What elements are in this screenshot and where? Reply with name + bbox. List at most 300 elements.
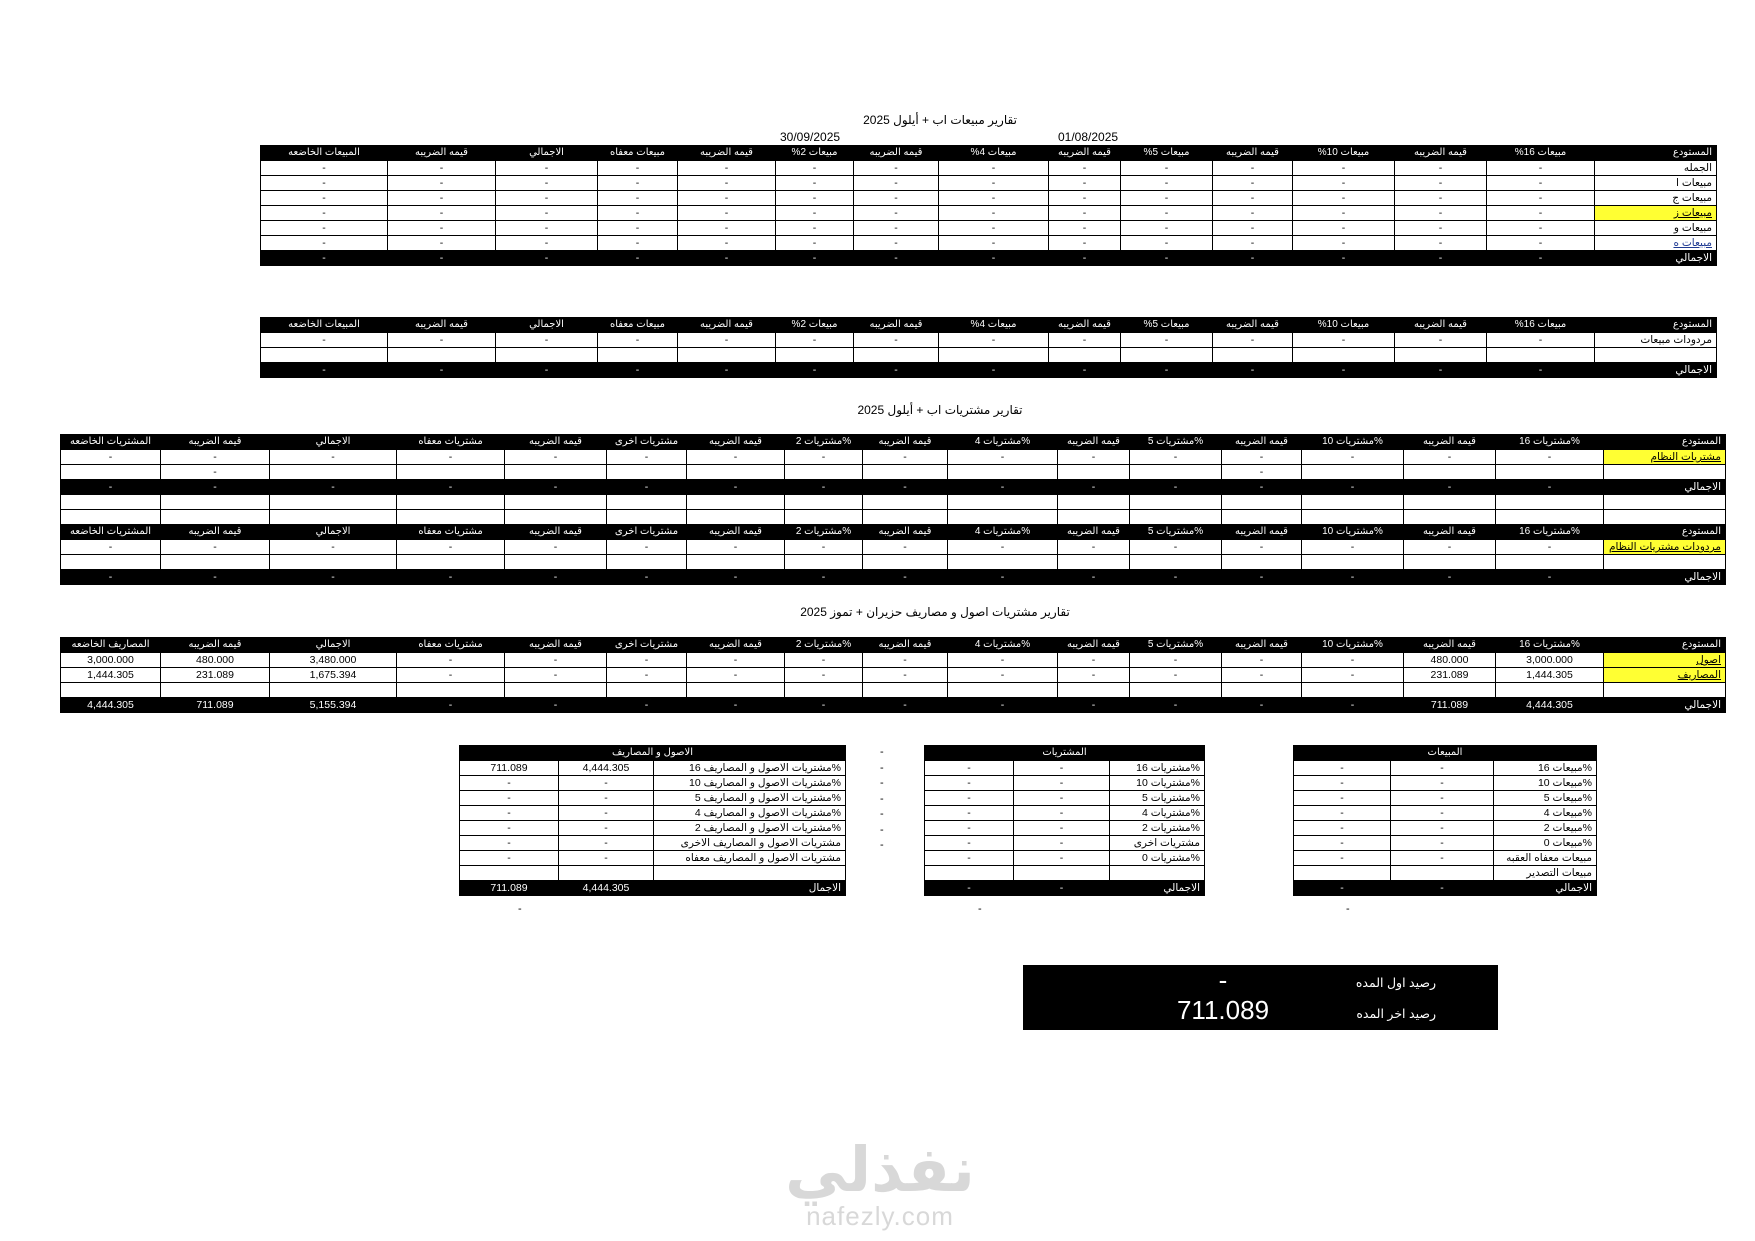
column-header: المستودع bbox=[1595, 318, 1717, 333]
table-cell: - bbox=[1049, 221, 1121, 236]
total-cell: - bbox=[1496, 570, 1604, 585]
column-header: %مشتريات 10 bbox=[1302, 525, 1404, 540]
total-cell: - bbox=[1302, 570, 1404, 585]
table-cell: - bbox=[1121, 333, 1213, 348]
row-label: مبيعات و bbox=[1595, 221, 1717, 236]
date-from: 01/08/2025 bbox=[1058, 130, 1119, 144]
table-row bbox=[61, 683, 1726, 698]
column-header: مبيعات 10% bbox=[1293, 146, 1395, 161]
table-cell: - bbox=[397, 653, 505, 668]
table-cell bbox=[397, 465, 505, 480]
table-cell: - bbox=[678, 333, 776, 348]
table-cell: - bbox=[270, 540, 397, 555]
total-cell: - bbox=[261, 363, 388, 378]
total-cell: - bbox=[397, 698, 505, 713]
blank-cell bbox=[687, 510, 785, 525]
table-cell: - bbox=[1487, 176, 1595, 191]
total-cell: - bbox=[61, 480, 161, 495]
summary-value: - bbox=[460, 806, 559, 821]
table-cell: - bbox=[1487, 191, 1595, 206]
column-header: قيمه الضريبه bbox=[1049, 318, 1121, 333]
table-cell: - bbox=[161, 540, 270, 555]
table-cell: - bbox=[1213, 333, 1293, 348]
column-header: %مشتريات 2 bbox=[785, 525, 863, 540]
column-header: قيمه الضريبه bbox=[1395, 146, 1487, 161]
table-cell: - bbox=[61, 540, 161, 555]
table-cell: - bbox=[1395, 191, 1487, 206]
row-label: %مبيعات 10 bbox=[1494, 776, 1597, 791]
table-cell: - bbox=[505, 540, 607, 555]
blank-cell bbox=[505, 495, 607, 510]
total-cell: 711.089 bbox=[1404, 698, 1496, 713]
total-cell: - bbox=[607, 570, 687, 585]
blank-cell bbox=[1604, 495, 1726, 510]
summary-value: - bbox=[559, 791, 654, 806]
blank-cell bbox=[61, 510, 161, 525]
table-cell bbox=[397, 683, 505, 698]
column-header: قيمه الضريبه bbox=[161, 435, 270, 450]
total-cell: - bbox=[1213, 363, 1293, 378]
table-cell: - bbox=[863, 653, 948, 668]
table-cell: - bbox=[678, 176, 776, 191]
summary-value: - bbox=[925, 806, 1014, 821]
column-header: قيمه الضريبه bbox=[863, 435, 948, 450]
row-label: مشتريات الاصول و المصاريف الاخرى bbox=[654, 836, 846, 851]
table-cell bbox=[687, 555, 785, 570]
summary-value bbox=[925, 866, 1014, 881]
column-header: مشتريات معفاه bbox=[397, 525, 505, 540]
table-cell: - bbox=[1395, 236, 1487, 251]
total-row bbox=[61, 698, 1726, 713]
middle-dash: - bbox=[880, 746, 884, 758]
table-row bbox=[61, 540, 1726, 555]
column-header: المشتريات الخاضعه bbox=[61, 525, 161, 540]
header-row bbox=[61, 638, 1726, 653]
summary-value: - bbox=[1294, 791, 1391, 806]
table-cell: - bbox=[397, 450, 505, 465]
row-label: %مبيعات 4 bbox=[1494, 806, 1597, 821]
summary-value bbox=[1014, 866, 1110, 881]
table-cell bbox=[496, 348, 598, 363]
table-cell: - bbox=[1121, 236, 1213, 251]
table-cell: - bbox=[863, 540, 948, 555]
table-cell: - bbox=[948, 653, 1058, 668]
column-header: الاجمالي bbox=[496, 146, 598, 161]
summary-value: - bbox=[1014, 851, 1110, 866]
table-cell: 3,000.000 bbox=[1496, 653, 1604, 668]
row-label: الجمله bbox=[1595, 161, 1717, 176]
summary-assets-table bbox=[459, 745, 846, 896]
total-cell: - bbox=[1222, 698, 1302, 713]
row-label bbox=[1604, 465, 1726, 480]
row-label: %مبيعات 2 bbox=[1494, 821, 1597, 836]
summary-value: - bbox=[925, 791, 1014, 806]
table-cell bbox=[863, 555, 948, 570]
sales-returns-table bbox=[260, 317, 1717, 378]
total-cell: - bbox=[1130, 698, 1222, 713]
summary-value: - bbox=[559, 806, 654, 821]
blank-cell bbox=[863, 495, 948, 510]
column-header: %مشتريات 2 bbox=[785, 435, 863, 450]
table-cell: 3,000.000 bbox=[61, 653, 161, 668]
total-cell: - bbox=[939, 251, 1049, 266]
column-header: مشتريات اخرى bbox=[607, 638, 687, 653]
table-cell: - bbox=[687, 450, 785, 465]
table-cell: - bbox=[939, 161, 1049, 176]
table-cell: 231.089 bbox=[1404, 668, 1496, 683]
blank-cell bbox=[397, 510, 505, 525]
table-cell: - bbox=[785, 668, 863, 683]
column-header: مبيعات 4% bbox=[939, 318, 1049, 333]
total-cell: - bbox=[388, 363, 496, 378]
table-row bbox=[61, 668, 1726, 683]
summary-assets-below: - bbox=[518, 903, 522, 915]
table-cell: - bbox=[61, 450, 161, 465]
table-cell: - bbox=[261, 206, 388, 221]
table-cell bbox=[948, 555, 1058, 570]
total-cell: - bbox=[1487, 251, 1595, 266]
table-cell: - bbox=[1496, 540, 1604, 555]
table-cell: - bbox=[687, 653, 785, 668]
total-cell: - bbox=[687, 570, 785, 585]
table-cell: - bbox=[854, 176, 939, 191]
column-header: مشتريات معفاه bbox=[397, 435, 505, 450]
table-cell: - bbox=[1213, 206, 1293, 221]
table-cell: - bbox=[598, 206, 678, 221]
summary-value: - bbox=[559, 851, 654, 866]
summary-value: - bbox=[559, 836, 654, 851]
total-cell: - bbox=[1121, 251, 1213, 266]
table-cell bbox=[678, 348, 776, 363]
column-header: المصاريف الخاضعه bbox=[61, 638, 161, 653]
summary-value: - bbox=[1014, 821, 1110, 836]
total-cell: - bbox=[1222, 480, 1302, 495]
summary-value: - bbox=[1014, 776, 1110, 791]
column-header: قيمه الضريبه bbox=[1058, 638, 1130, 653]
total-cell: - bbox=[505, 570, 607, 585]
total-cell: - bbox=[1293, 363, 1395, 378]
blank-cell bbox=[1404, 495, 1496, 510]
total-row bbox=[261, 363, 1717, 378]
blank-cell bbox=[1058, 495, 1130, 510]
row-label bbox=[654, 866, 846, 881]
middle-dash: - bbox=[880, 792, 884, 805]
summary-total bbox=[925, 881, 1205, 896]
table-cell: - bbox=[397, 540, 505, 555]
table-cell: - bbox=[607, 668, 687, 683]
table-cell: - bbox=[598, 333, 678, 348]
table-cell: - bbox=[496, 221, 598, 236]
total-cell: 5,155.394 bbox=[270, 698, 397, 713]
row-label: %مشتريات 0 bbox=[1110, 851, 1205, 866]
table-cell: - bbox=[1121, 161, 1213, 176]
summary-sales-table bbox=[1293, 745, 1597, 896]
column-header: قيمه الضريبه bbox=[863, 638, 948, 653]
column-header: %مشتريات 5 bbox=[1130, 638, 1222, 653]
table-cell: - bbox=[1222, 653, 1302, 668]
table-cell: - bbox=[261, 176, 388, 191]
table-cell: - bbox=[1293, 236, 1395, 251]
column-header: قيمه الضريبه bbox=[1222, 525, 1302, 540]
header-row bbox=[61, 435, 1726, 450]
table-cell: - bbox=[1293, 161, 1395, 176]
row-label: مشتريات اخرى bbox=[1110, 836, 1205, 851]
table-cell: - bbox=[607, 450, 687, 465]
table-cell: - bbox=[496, 236, 598, 251]
sales-table bbox=[260, 145, 1717, 266]
table-cell: - bbox=[678, 191, 776, 206]
table-cell: - bbox=[598, 176, 678, 191]
table-cell bbox=[687, 465, 785, 480]
total-cell: - bbox=[863, 570, 948, 585]
table-cell: - bbox=[496, 333, 598, 348]
row-label: %مبيعات 0 bbox=[1494, 836, 1597, 851]
table-cell: - bbox=[1404, 450, 1496, 465]
table-cell bbox=[1496, 465, 1604, 480]
table-cell: - bbox=[1487, 236, 1595, 251]
table-cell: - bbox=[496, 176, 598, 191]
column-header: قيمه الضريبه bbox=[505, 525, 607, 540]
summary-row bbox=[1294, 821, 1597, 836]
summary-row bbox=[460, 761, 846, 776]
table-cell: - bbox=[1293, 191, 1395, 206]
column-header: مبيعات معفاه bbox=[598, 146, 678, 161]
total-cell: - bbox=[687, 698, 785, 713]
total-cell: - bbox=[776, 363, 854, 378]
table-cell: - bbox=[1302, 450, 1404, 465]
table-row bbox=[261, 191, 1717, 206]
column-header: قيمه الضريبه bbox=[1058, 435, 1130, 450]
table-cell: - bbox=[776, 206, 854, 221]
table-cell: - bbox=[854, 191, 939, 206]
summary-value: - bbox=[925, 776, 1014, 791]
total-cell: - bbox=[607, 698, 687, 713]
total-value: 4,444.305 bbox=[559, 881, 654, 896]
column-header: المبيعات الخاضعه bbox=[261, 146, 388, 161]
total-cell: - bbox=[270, 480, 397, 495]
table-cell bbox=[505, 683, 607, 698]
table-cell: - bbox=[261, 221, 388, 236]
column-header: مبيعات 10% bbox=[1293, 318, 1395, 333]
closing-balance-label: رصيد اخر المده bbox=[1356, 1007, 1436, 1021]
table-cell bbox=[863, 465, 948, 480]
summary-row bbox=[925, 806, 1205, 821]
total-cell: - bbox=[261, 251, 388, 266]
column-header: قيمه الضريبه bbox=[1213, 146, 1293, 161]
summary-value: - bbox=[1391, 761, 1494, 776]
table-cell bbox=[1395, 348, 1487, 363]
row-label: مبيعات معفاه العقبه bbox=[1494, 851, 1597, 866]
total-cell: - bbox=[388, 251, 496, 266]
column-header: مشتريات اخرى bbox=[607, 525, 687, 540]
column-header: %مشتريات 5 bbox=[1130, 525, 1222, 540]
column-header: قيمه الضريبه bbox=[1222, 435, 1302, 450]
table-cell: - bbox=[388, 221, 496, 236]
blank-cell bbox=[1130, 495, 1222, 510]
table-cell bbox=[1302, 555, 1404, 570]
table-cell: - bbox=[1302, 540, 1404, 555]
table-cell bbox=[1302, 465, 1404, 480]
watermark-latin: nafezly.com bbox=[806, 1201, 954, 1231]
column-header: مبيعات 16% bbox=[1487, 318, 1595, 333]
table-cell: 1,675.394 bbox=[270, 668, 397, 683]
total-label: الاجمالي bbox=[1604, 570, 1726, 585]
table-cell bbox=[1496, 683, 1604, 698]
table-cell: - bbox=[1130, 540, 1222, 555]
table-cell: - bbox=[1395, 161, 1487, 176]
total-cell: - bbox=[948, 698, 1058, 713]
table-cell: - bbox=[1395, 176, 1487, 191]
table-cell bbox=[61, 465, 161, 480]
table-cell: - bbox=[607, 653, 687, 668]
total-cell: - bbox=[598, 363, 678, 378]
column-header: مشتريات معفاه bbox=[397, 638, 505, 653]
table-cell: - bbox=[1404, 540, 1496, 555]
blank-cell bbox=[785, 495, 863, 510]
summary-value: - bbox=[460, 776, 559, 791]
column-header: قيمه الضريبه bbox=[388, 146, 496, 161]
blank-cell bbox=[1130, 510, 1222, 525]
blank-cell bbox=[270, 510, 397, 525]
column-header: مبيعات 2% bbox=[776, 146, 854, 161]
table-cell: - bbox=[687, 540, 785, 555]
summary-value: 4,444.305 bbox=[559, 761, 654, 776]
date-to: 30/09/2025 bbox=[780, 130, 841, 144]
header-row bbox=[61, 525, 1726, 540]
blank-row bbox=[61, 495, 1726, 510]
total-cell: - bbox=[1302, 480, 1404, 495]
row-label bbox=[1110, 866, 1205, 881]
blank-cell bbox=[948, 510, 1058, 525]
table-row bbox=[261, 161, 1717, 176]
table-cell: - bbox=[939, 206, 1049, 221]
table-cell: - bbox=[948, 540, 1058, 555]
table-cell: - bbox=[1058, 540, 1130, 555]
total-cell: - bbox=[1121, 363, 1213, 378]
assets-report-title: تقارير مشتريات اصول و مصاريف حزيران + تموز 2025 bbox=[800, 605, 1070, 619]
column-header: قيمه الضريبه bbox=[854, 318, 939, 333]
column-header: مبيعات 5% bbox=[1121, 318, 1213, 333]
summary-value: - bbox=[559, 821, 654, 836]
summary-value: - bbox=[925, 761, 1014, 776]
total-cell: - bbox=[687, 480, 785, 495]
blank-cell bbox=[397, 495, 505, 510]
column-header: مبيعات 16% bbox=[1487, 146, 1595, 161]
table-cell: - bbox=[388, 191, 496, 206]
table-cell: - bbox=[785, 653, 863, 668]
column-header: %مشتريات 4 bbox=[948, 525, 1058, 540]
summary-header bbox=[1294, 746, 1597, 761]
total-cell: 4,444.305 bbox=[61, 698, 161, 713]
column-header: %مشتريات 16 bbox=[1496, 435, 1604, 450]
column-header: الاجمالي bbox=[270, 525, 397, 540]
table-cell: - bbox=[776, 161, 854, 176]
table-cell: - bbox=[505, 668, 607, 683]
table-cell: - bbox=[1302, 653, 1404, 668]
summary-value bbox=[1391, 866, 1494, 881]
table-cell: - bbox=[939, 236, 1049, 251]
table-cell: - bbox=[1487, 333, 1595, 348]
total-cell: - bbox=[776, 251, 854, 266]
total-cell: - bbox=[1049, 363, 1121, 378]
total-row bbox=[61, 480, 1726, 495]
total-cell: - bbox=[1058, 698, 1130, 713]
summary-value: - bbox=[1391, 836, 1494, 851]
table-cell: - bbox=[388, 236, 496, 251]
summary-value: - bbox=[1294, 761, 1391, 776]
blank-cell bbox=[1058, 510, 1130, 525]
row-label: مشتريات الاصول و المصاريف معفاه bbox=[654, 851, 846, 866]
middle-dash: - bbox=[880, 761, 884, 774]
table-cell: - bbox=[854, 206, 939, 221]
column-header: قيمه الضريبه bbox=[1404, 435, 1496, 450]
summary-row bbox=[925, 821, 1205, 836]
summary-row bbox=[460, 791, 846, 806]
table-row bbox=[61, 653, 1726, 668]
column-header: %مشتريات 4 bbox=[948, 638, 1058, 653]
column-header: قيمه الضريبه bbox=[388, 318, 496, 333]
summary-value bbox=[559, 866, 654, 881]
table-cell bbox=[61, 683, 161, 698]
column-header: %مشتريات 10 bbox=[1302, 435, 1404, 450]
opening-balance-value: - bbox=[1218, 965, 1228, 995]
column-header: مشتريات اخرى bbox=[607, 435, 687, 450]
row-label: %مبيعات 16 bbox=[1494, 761, 1597, 776]
total-cell: - bbox=[161, 570, 270, 585]
closing-balance-value: 711.089 bbox=[1176, 995, 1270, 1025]
summary-row bbox=[925, 761, 1205, 776]
row-label: اصول bbox=[1604, 653, 1726, 668]
row-label: %مشتريات الاصول و المصاريف 4 bbox=[654, 806, 846, 821]
watermark-logo bbox=[770, 1136, 990, 1231]
table-cell: 1,444.305 bbox=[1496, 668, 1604, 683]
summary-title: الاصول و المصاريف bbox=[460, 746, 846, 761]
column-header: الاجمالي bbox=[270, 435, 397, 450]
column-header: مبيعات 4% bbox=[939, 146, 1049, 161]
table-row bbox=[261, 348, 1717, 363]
column-header: قيمه الضريبه bbox=[1395, 318, 1487, 333]
table-cell: 231.089 bbox=[161, 668, 270, 683]
table-cell: - bbox=[1213, 221, 1293, 236]
table-cell bbox=[1293, 348, 1395, 363]
blank-row bbox=[61, 510, 1726, 525]
table-cell: - bbox=[261, 236, 388, 251]
table-cell: - bbox=[678, 206, 776, 221]
total-cell: - bbox=[1395, 363, 1487, 378]
summary-header bbox=[460, 746, 846, 761]
row-label: %مشتريات الاصول و المصاريف 2 bbox=[654, 821, 846, 836]
table-cell: - bbox=[1293, 333, 1395, 348]
table-cell: - bbox=[1058, 450, 1130, 465]
table-cell: - bbox=[1487, 206, 1595, 221]
table-cell: - bbox=[776, 191, 854, 206]
watermark-arabic: نفذلي bbox=[785, 1136, 975, 1205]
table-cell bbox=[939, 348, 1049, 363]
table-cell: - bbox=[854, 236, 939, 251]
column-header: قيمه الضريبه bbox=[1404, 525, 1496, 540]
column-header: %مشتريات 16 bbox=[1496, 525, 1604, 540]
table-cell: - bbox=[1049, 161, 1121, 176]
table-cell: - bbox=[948, 450, 1058, 465]
table-cell: - bbox=[1121, 191, 1213, 206]
column-header: قيمه الضريبه bbox=[161, 525, 270, 540]
total-row bbox=[261, 251, 1717, 266]
total-cell: 711.089 bbox=[161, 698, 270, 713]
purchases-report-title: تقارير مشتريات اب + أيلول 2025 bbox=[857, 403, 1023, 417]
summary-row bbox=[460, 866, 846, 881]
total-cell: - bbox=[1058, 570, 1130, 585]
total-cell: - bbox=[948, 480, 1058, 495]
